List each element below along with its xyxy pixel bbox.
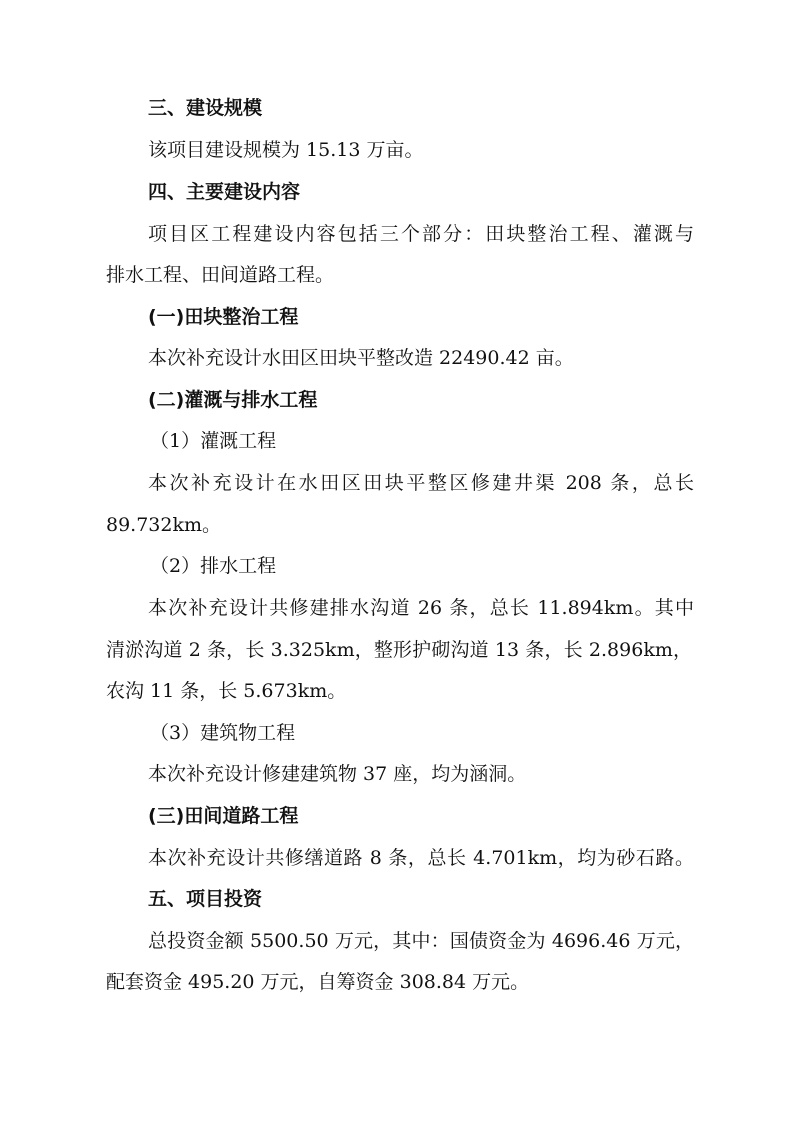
section-5-line-2: 配套资金 495.20 万元，自筹资金 308.84 万元。 [106, 971, 530, 993]
subsection-3-body: 本次补充设计共修缮道路 8 条，总长 4.701km，均为砂石路。 [148, 847, 694, 869]
section-3-heading: 三、建设规模 [148, 97, 263, 119]
section-4-intro-line-2: 排水工程、田间道路工程。 [106, 264, 335, 286]
subsection-2-item-1-line-1: 本次补充设计在水田区田块平整区修建井渠 208 条，总长 [148, 472, 694, 494]
section-4-heading: 四、主要建设内容 [148, 181, 301, 203]
subsection-3-heading: (三)田间道路工程 [148, 805, 299, 827]
section-5-heading: 五、项目投资 [148, 888, 263, 910]
section-3-body: 该项目建设规模为 15.13 万亩。 [148, 139, 424, 161]
subsection-2-heading: (二)灌溉与排水工程 [148, 389, 318, 411]
subsection-2-item-3-heading: （3）建筑物工程 [150, 722, 296, 744]
subsection-2-item-1-line-2: 89.732km。 [106, 514, 222, 536]
section-4-intro-line-1: 项目区工程建设内容包括三个部分：田块整治工程、灌溉与 [148, 223, 694, 245]
section-5-line-1: 总投资金额 5500.50 万元，其中：国债资金为 4696.46 万元， [148, 930, 694, 952]
subsection-2-item-1-heading: （1）灌溉工程 [150, 430, 277, 452]
subsection-2-item-2-line-3: 农沟 11 条，长 5.673km。 [106, 680, 347, 702]
subsection-2-item-2-heading: （2）排水工程 [150, 555, 277, 577]
subsection-2-item-2-line-1: 本次补充设计共修建排水沟道 26 条，总长 11.894km。其中 [148, 597, 694, 619]
subsection-1-body: 本次补充设计水田区田块平整改造 22490.42 亩。 [148, 347, 574, 369]
subsection-2-item-3-body: 本次补充设计修建建筑物 37 座，均为涵洞。 [148, 763, 527, 785]
subsection-2-item-2-line-2: 清淤沟道 2 条，长 3.325km，整形护砌沟道 13 条，长 2.896km， [106, 639, 692, 661]
subsection-1-heading: (一)田块整治工程 [148, 306, 299, 328]
